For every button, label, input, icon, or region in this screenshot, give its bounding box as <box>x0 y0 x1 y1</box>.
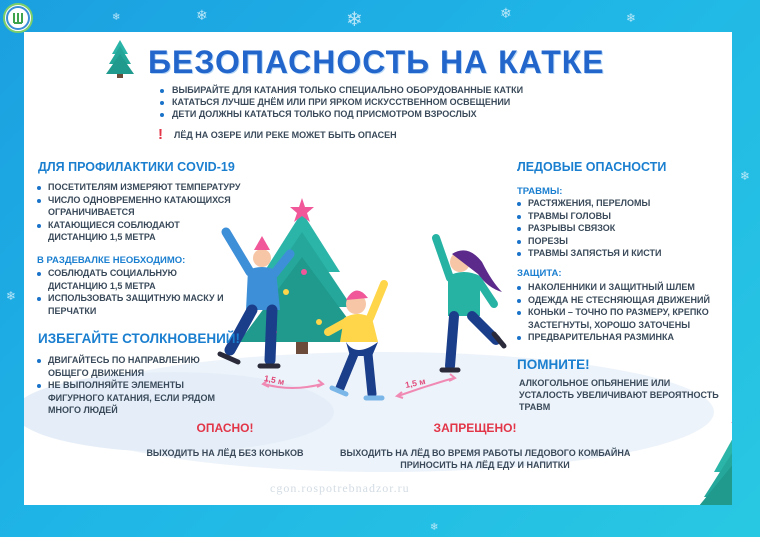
list-item <box>36 267 246 292</box>
snowflake-icon: ❄ <box>626 11 637 25</box>
dangerous-text: ВЫХОДИТЬ НА ЛЁД БЕЗ КОНЬКОВ <box>146 448 304 458</box>
list-item <box>516 281 721 294</box>
dangerous-heading: ОПАСНО! <box>196 421 254 435</box>
snowflake-icon: ❄ <box>346 7 363 31</box>
snowflake-icon: ❄ <box>196 8 208 24</box>
list-item-text: СОБЛЮДАТЬ СОЦИАЛЬНУЮ <box>48 268 177 278</box>
snowflake-icon: ❄ <box>500 6 512 22</box>
list-item: РАЗРЫВЫ СВЯЗОК <box>516 222 716 235</box>
list-item-text: МНОГО ЛЮДЕЙ <box>48 405 118 415</box>
injuries-heading: ТРАВМЫ: <box>517 186 563 197</box>
collisions-heading: ИЗБЕГАЙТЕ СТОЛКНОВЕНИЙ! <box>38 331 240 346</box>
rule-item: ДЕТИ ДОЛЖНЫ КАТАТЬСЯ ТОЛЬКО ПОД ПРИСМОТРОМ ВЗРОСЛЫХ <box>172 109 477 119</box>
list-item-text: ДИСТАНЦИЮ 1,5 МЕТРА <box>48 280 156 291</box>
list-item-text: НЕ ВЫПОЛНЯЙТЕ ЭЛЕМЕНТЫ <box>48 380 184 390</box>
skater-woman-figure <box>436 238 504 370</box>
remember-line: УСТАЛОСТЬ УВЕЛИЧИВАЮТ ВЕРОЯТНОСТЬ <box>519 390 719 400</box>
locker-heading: В РАЗДЕВАЛКЕ НЕОБХОДИМО: <box>37 255 186 266</box>
list-item-text: ПЕРЧАТКИ <box>48 305 97 316</box>
injuries-list <box>516 197 716 260</box>
remember-text <box>519 377 719 413</box>
list-item-text: ОГРАНИЧИВАЕТСЯ <box>48 207 135 217</box>
forbidden-text <box>340 447 630 471</box>
bullet-icon <box>160 89 164 93</box>
list-item: РАСТЯЖЕНИЯ, ПЕРЕЛОМЫ <box>516 197 716 210</box>
covid-list <box>36 181 246 244</box>
covid-heading: ДЛЯ ПРОФИЛАКТИКИ COVID-19 <box>38 160 235 174</box>
protection-list <box>516 281 721 344</box>
forbidden-heading: ЗАПРЕЩЕНО! <box>433 421 517 435</box>
list-item-text: ФИГУРНОГО КАТАНИЯ, ЕСЛИ РЯДОМ <box>48 392 215 403</box>
distance-label-left: 1,5 м <box>263 372 286 388</box>
list-item: ПОРЕЗЫ <box>516 235 716 248</box>
list-item <box>36 379 246 417</box>
locker-list <box>36 267 246 317</box>
list-item-text: ДВИГАЙТЕСЬ ПО НАПРАВЛЕНИЮ <box>48 355 200 365</box>
list-item-text: КОНЬКИ – ТОЧНО ПО РАЗМЕРУ, КРЕПКО <box>528 307 709 317</box>
list-item-text: ОБЩЕГО ДВИЖЕНИЯ <box>48 367 145 378</box>
collisions-list <box>36 354 246 417</box>
list-item <box>516 294 721 307</box>
list-item <box>36 194 246 219</box>
list-item <box>36 292 246 317</box>
ice-dangers-heading: ЛЕДОВЫЕ ОПАСНОСТИ <box>517 160 667 174</box>
remember-line: АЛКОГОЛЬНОЕ ОПЬЯНЕНИЕ ИЛИ <box>519 378 671 388</box>
list-item <box>36 181 246 194</box>
star-icon <box>731 416 732 432</box>
list-item-text: КАТАЮЩИЕСЯ СОБЛЮДАЮТ <box>48 219 180 230</box>
list-item-text: ОДЕЖДА НЕ СТЕСНЯЮЩАЯ ДВИЖЕНИЙ <box>528 294 710 305</box>
list-item-text: ЧИСЛО ОДНОВРЕМЕННО КАТАЮЩИХСЯ <box>48 194 231 205</box>
list-item: ТРАВМЫ ГОЛОВЫ <box>516 210 716 223</box>
list-item-text: ДИСТАНЦИЮ 1,5 МЕТРА <box>48 232 156 242</box>
protection-heading: ЗАЩИТА: <box>517 268 562 279</box>
remember-line: ТРАВМ <box>519 402 551 412</box>
rule-item: ВЫБИРАЙТЕ ДЛЯ КАТАНИЯ ТОЛЬКО СПЕЦИАЛЬНО ОБОРУДОВАННЫЕ КАТКИ <box>172 85 524 95</box>
rospotrebnadzor-logo <box>3 3 33 33</box>
snowflake-icon: ❄ <box>740 169 751 183</box>
list-item-text: ПОСЕТИТЕЛЯМ ИЗМЕРЯЮТ ТЕМПЕРАТУРУ <box>48 182 241 192</box>
list-item <box>36 354 246 379</box>
forbidden-line: ПРИНОСИТЬ НА ЛЁД ЕДУ И НАПИТКИ <box>400 460 570 470</box>
logo-emblem-icon <box>5 5 31 31</box>
distance-label-right: 1,5 м <box>404 375 427 391</box>
small-tree-icon <box>106 40 134 78</box>
remember-heading: ПОМНИТЕ! <box>517 357 590 372</box>
watermark: cgon.rospotrebnadzor.ru <box>270 481 410 495</box>
list-item-text: ПРЕДВАРИТЕЛЬНАЯ РАЗМИНКА <box>528 332 674 342</box>
bullet-icon <box>160 113 164 117</box>
warning-text: ЛЁД НА ОЗЕРЕ ИЛИ РЕКЕ МОЖЕТ БЫТЬ ОПАСЕН <box>174 130 397 140</box>
rule-item: КАТАТЬСЯ ЛУЧШЕ ДНЁМ ИЛИ ПРИ ЯРКОМ ИСКУССТВЕННОМ ОСВЕЩЕНИИ <box>172 97 511 107</box>
list-item-text: ЗАСТЕГНУТЫ, ХОРОШО ЗАТОЧЕНЫ <box>528 319 690 330</box>
snowflake-icon: ❄ <box>6 289 17 303</box>
snowflake-icon: ❄ <box>430 522 439 533</box>
snowflake-icon: ❄ <box>112 12 121 23</box>
list-item-text: ИСПОЛЬЗОВАТЬ ЗАЩИТНУЮ МАСКУ И <box>48 293 224 303</box>
list-item <box>516 306 721 331</box>
forbidden-line: ВЫХОДИТЬ НА ЛЁД ВО ВРЕМЯ РАБОТЫ ЛЕДОВОГО КОМБАЙНА <box>340 448 631 458</box>
list-item <box>516 331 721 344</box>
list-item: ТРАВМЫ ЗАПЯСТЬЯ И КИСТИ <box>516 247 716 260</box>
list-item-text: НАКОЛЕННИКИ И ЗАЩИТНЫЙ ШЛЕМ <box>528 282 695 292</box>
list-item <box>36 219 246 244</box>
warning-mark-icon: ! <box>158 126 163 143</box>
page-title: БЕЗОПАСНОСТЬ НА КАТКЕ <box>148 44 605 80</box>
bullet-icon <box>160 101 164 105</box>
